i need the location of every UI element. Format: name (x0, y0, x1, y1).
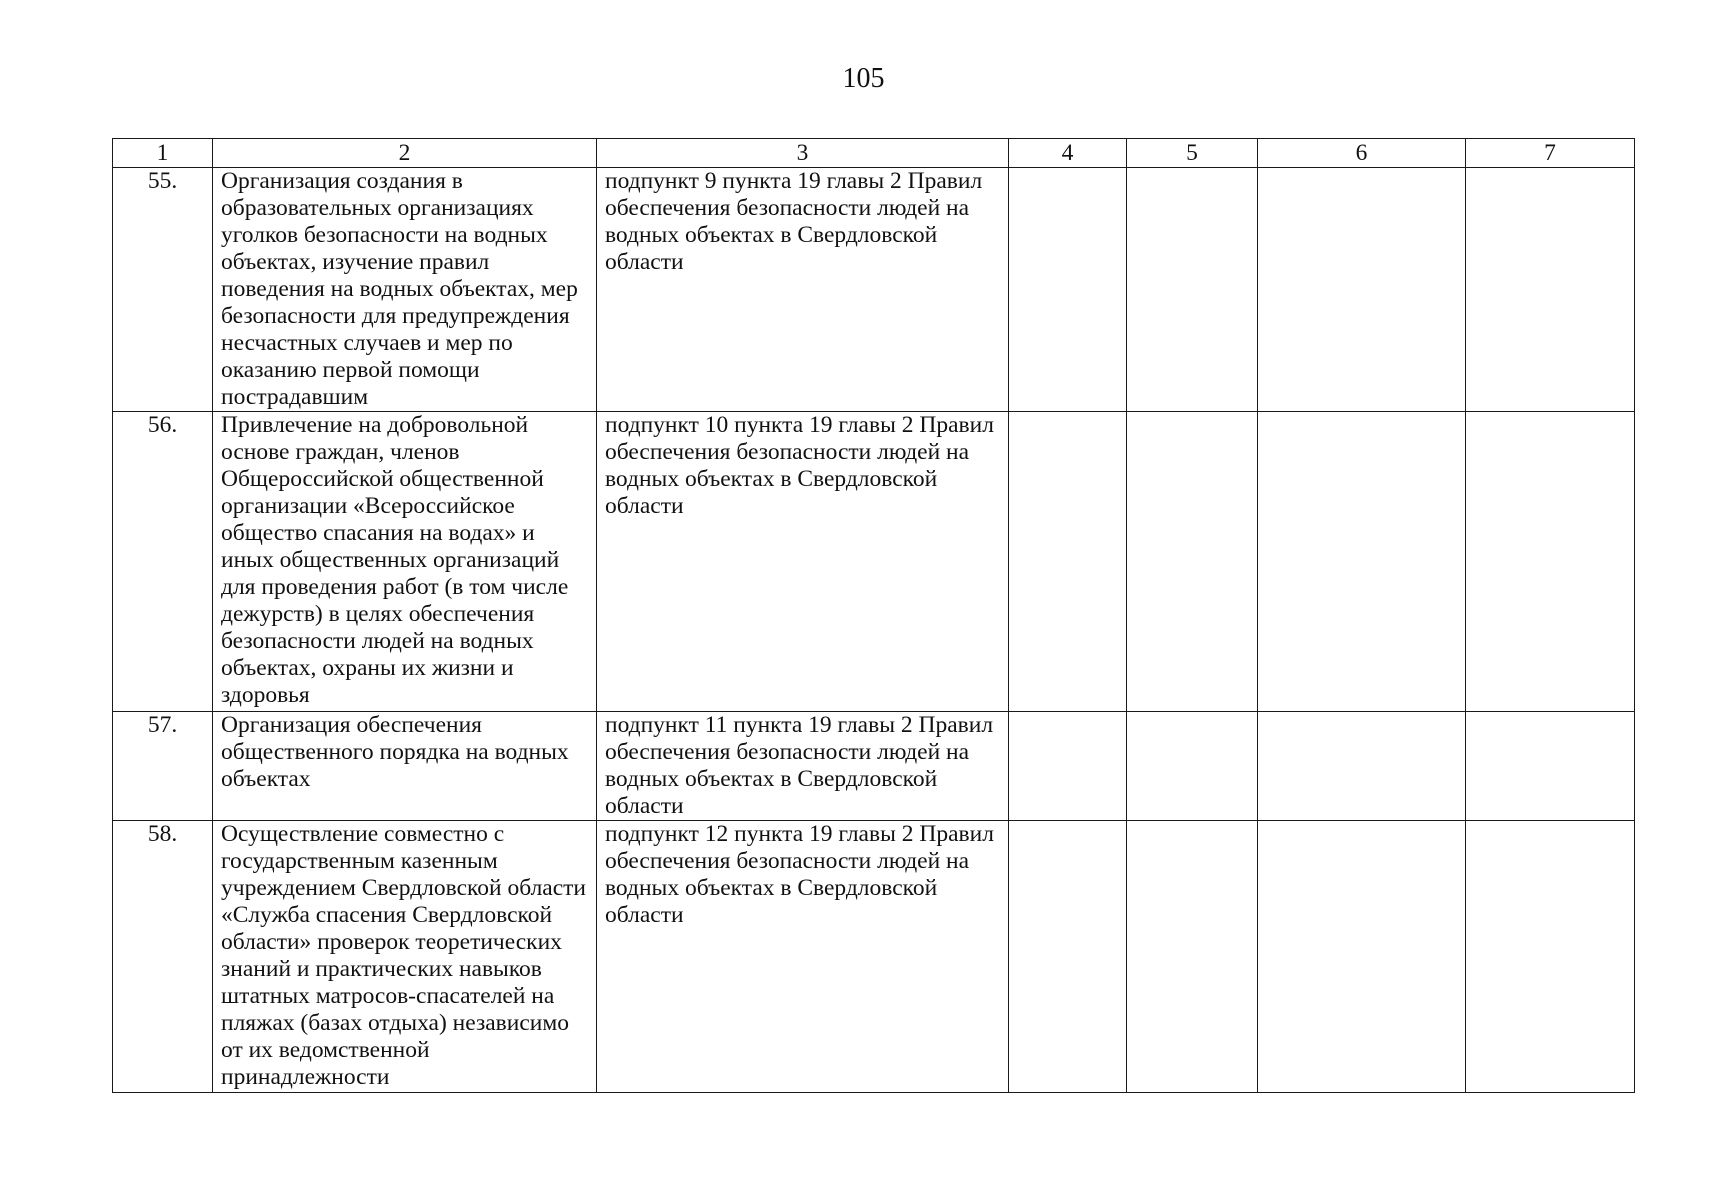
row-cell-6 (1258, 412, 1466, 712)
row-cell-4 (1009, 412, 1127, 712)
page-number: 105 (842, 63, 885, 94)
row-number: 55. (113, 168, 213, 412)
row-cell-4 (1009, 821, 1127, 1093)
row-number: 56. (113, 412, 213, 712)
regulation-table (112, 138, 1635, 1093)
table-row (113, 168, 1635, 412)
row-cell-5 (1127, 821, 1258, 1093)
row-cell-5 (1127, 168, 1258, 412)
column-header: 4 (1009, 139, 1127, 168)
row-number: 57. (113, 712, 213, 821)
column-header: 5 (1127, 139, 1258, 168)
column-header: 1 (113, 139, 213, 168)
row-reference: подпункт 10 пункта 19 главы 2 Правил обеспечения безопасности людей на водных объектах в Свердловской области (597, 412, 1009, 712)
row-description: Осуществление совместно с государственным казенным учреждением Свердловской области «Служба спасения Свердловской области» проверок теоретических знаний и практических навыков штатных матросов-спасателей на пляжах (базах отдыха) независимо от их ведомственной принадлежности (213, 821, 597, 1093)
column-header: 6 (1258, 139, 1466, 168)
row-cell-4 (1009, 168, 1127, 412)
table-row (113, 412, 1635, 712)
row-cell-6 (1258, 168, 1466, 412)
row-description: Организация создания в образовательных организациях уголков безопасности на водных объектах, изучение правил поведения на водных объектах, мер безопасности для предупреждения несчастных случаев и мер по оказанию первой помощи пострадавшим (213, 168, 597, 412)
row-cell-7 (1466, 412, 1635, 712)
row-reference: подпункт 9 пункта 19 главы 2 Правил обеспечения безопасности людей на водных объектах в Свердловской области (597, 168, 1009, 412)
row-cell-6 (1258, 821, 1466, 1093)
row-reference: подпункт 11 пункта 19 главы 2 Правил обеспечения безопасности людей на водных объектах в Свердловской области (597, 712, 1009, 821)
row-reference: подпункт 12 пункта 19 главы 2 Правил обеспечения безопасности людей на водных объектах в Свердловской области (597, 821, 1009, 1093)
row-cell-7 (1466, 712, 1635, 821)
column-header: 7 (1466, 139, 1635, 168)
row-description: Организация обеспечения общественного порядка на водных объектах (213, 712, 597, 821)
table-row (113, 821, 1635, 1093)
table-header-row (113, 139, 1635, 168)
column-header: 3 (597, 139, 1009, 168)
row-cell-4 (1009, 712, 1127, 821)
row-cell-7 (1466, 168, 1635, 412)
row-cell-6 (1258, 712, 1466, 821)
row-cell-5 (1127, 712, 1258, 821)
table-row (113, 712, 1635, 821)
row-cell-5 (1127, 412, 1258, 712)
column-header: 2 (213, 139, 597, 168)
row-description: Привлечение на добровольной основе граждан, членов Общероссийской общественной организации «Всероссийское общество спасания на водах» и иных общественных организаций для проведения работ (в том числе дежурств) в целях обеспечения безопасности людей на водных объектах, охраны их жизни и здоровья (213, 412, 597, 712)
row-number: 58. (113, 821, 213, 1093)
row-cell-7 (1466, 821, 1635, 1093)
